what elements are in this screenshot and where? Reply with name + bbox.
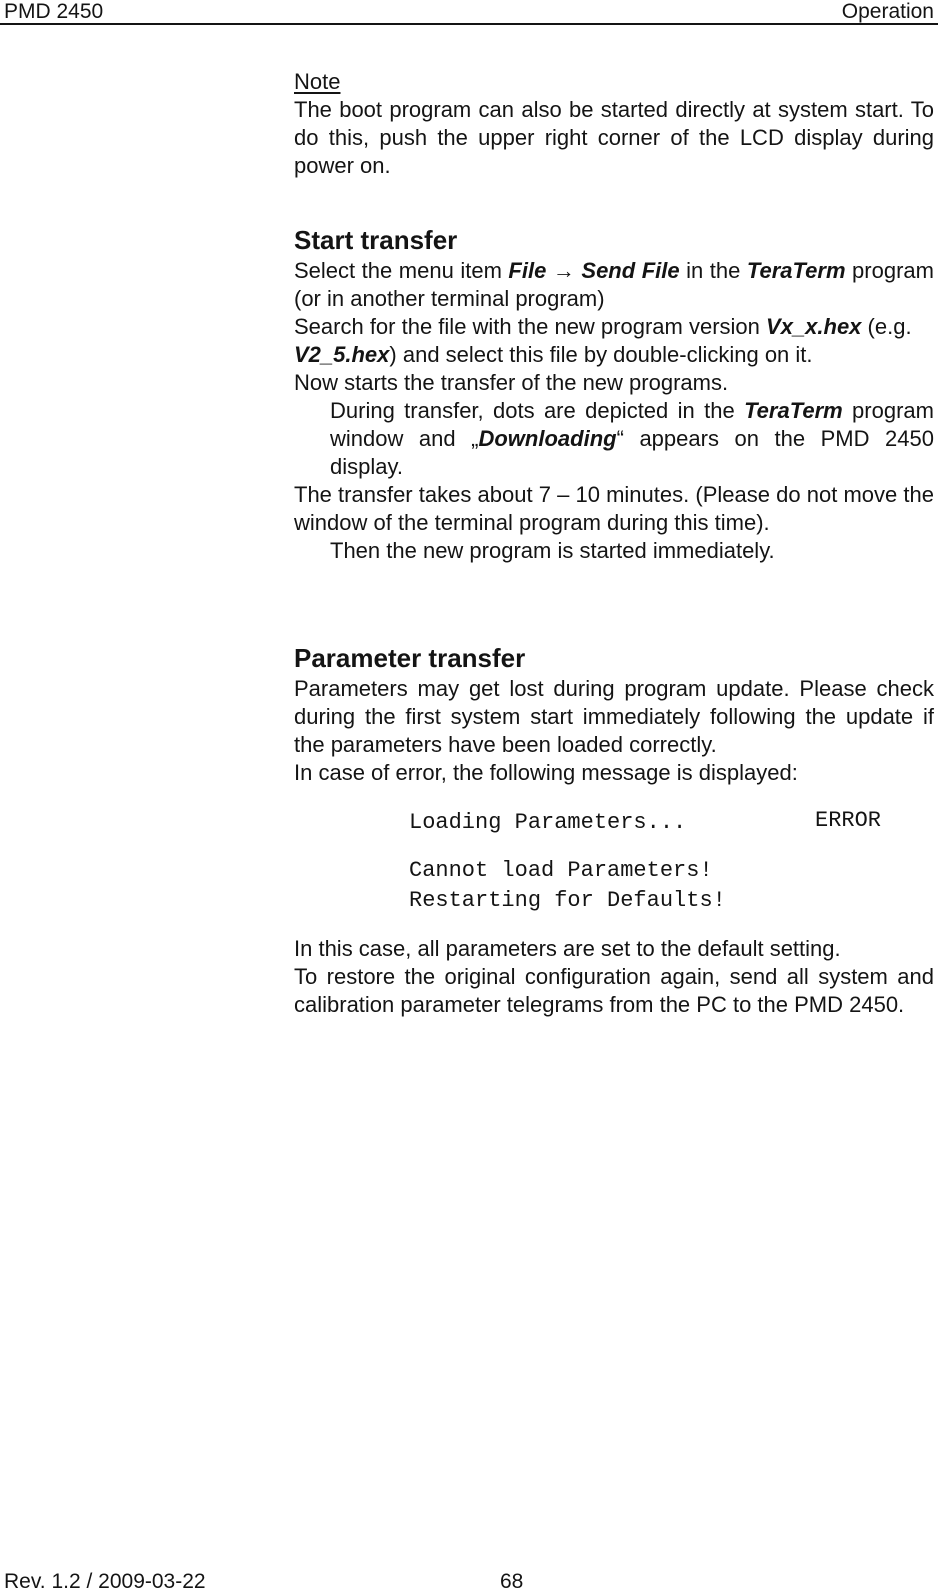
start-transfer-paragraph-6: Then the new program is started immediately.	[330, 538, 775, 563]
downloading-label: Downloading	[478, 426, 617, 451]
parameter-transfer-paragraph-2: In case of error, the following message is displayed:	[294, 760, 798, 785]
file-example: V2_5.hex	[294, 342, 390, 367]
start-transfer-paragraph-2: Search for the file with the new program version Vx_x.hex (e.g. V2_5.hex) and select this file by double-clicking on it.	[294, 314, 912, 367]
display-line-2	[294, 855, 934, 885]
parameter-transfer-paragraph-4: To restore the original configuration again, send all system and calibration parameter telegrams from the PC to the PMD 2450.	[294, 964, 934, 1017]
display-loading-text: Loading Parameters...	[409, 810, 687, 835]
arrow-icon: →	[552, 258, 575, 283]
start-transfer-paragraph-3: Now starts the transfer of the new programs.	[294, 370, 729, 395]
start-transfer-paragraph-5: The transfer takes about 7 – 10 minutes. (Please do not move the window of the terminal program during this time).	[294, 482, 934, 535]
page-header-left: PMD 2450	[4, 0, 104, 23]
parameter-transfer-paragraph-1: Parameters may get lost during program update. Please check during the first system start immediately following the update if the parameters have been loaded correctly.	[294, 676, 934, 757]
page-number: 68	[500, 1570, 524, 1593]
display-line-3	[294, 885, 934, 915]
note-text: The boot program can also be started directly at system start. To do this, push the upper right corner of the LCD display during power on.	[294, 97, 934, 178]
start-transfer-heading: Start transfer	[294, 225, 458, 255]
page-footer-revision: Rev. 1.2 / 2009-03-22	[4, 1570, 206, 1593]
start-transfer-paragraph-1: Select the menu item File → Send File in the TeraTerm program (or in another terminal program)	[294, 258, 934, 311]
program-name: TeraTerm	[744, 398, 843, 423]
program-name: TeraTerm	[746, 258, 846, 283]
note-section	[294, 68, 934, 180]
note-label: Note	[294, 69, 341, 94]
file-version: Vx_x.hex	[766, 314, 862, 339]
parameter-transfer-paragraph-3: In this case, all parameters are set to the default setting.	[294, 936, 841, 961]
header-rule	[0, 23, 938, 25]
display-line-1	[294, 807, 934, 835]
start-transfer-section	[294, 224, 934, 565]
start-transfer-paragraph-4: During transfer, dots are depicted in the TeraTerm program window and „Downloading“ appears on the PMD 2450 display.	[330, 398, 934, 479]
parameter-transfer-section	[294, 642, 934, 1019]
parameter-transfer-heading: Parameter transfer	[294, 643, 526, 673]
menu-send-file: Send File	[581, 258, 680, 283]
page-header-right: Operation	[841, 0, 934, 23]
menu-file: File	[508, 258, 547, 283]
display-error-text: ERROR	[815, 808, 882, 833]
display-cannot-load-text: Cannot load Parameters!	[409, 858, 713, 883]
display-restarting-text: Restarting for Defaults!	[409, 888, 726, 913]
